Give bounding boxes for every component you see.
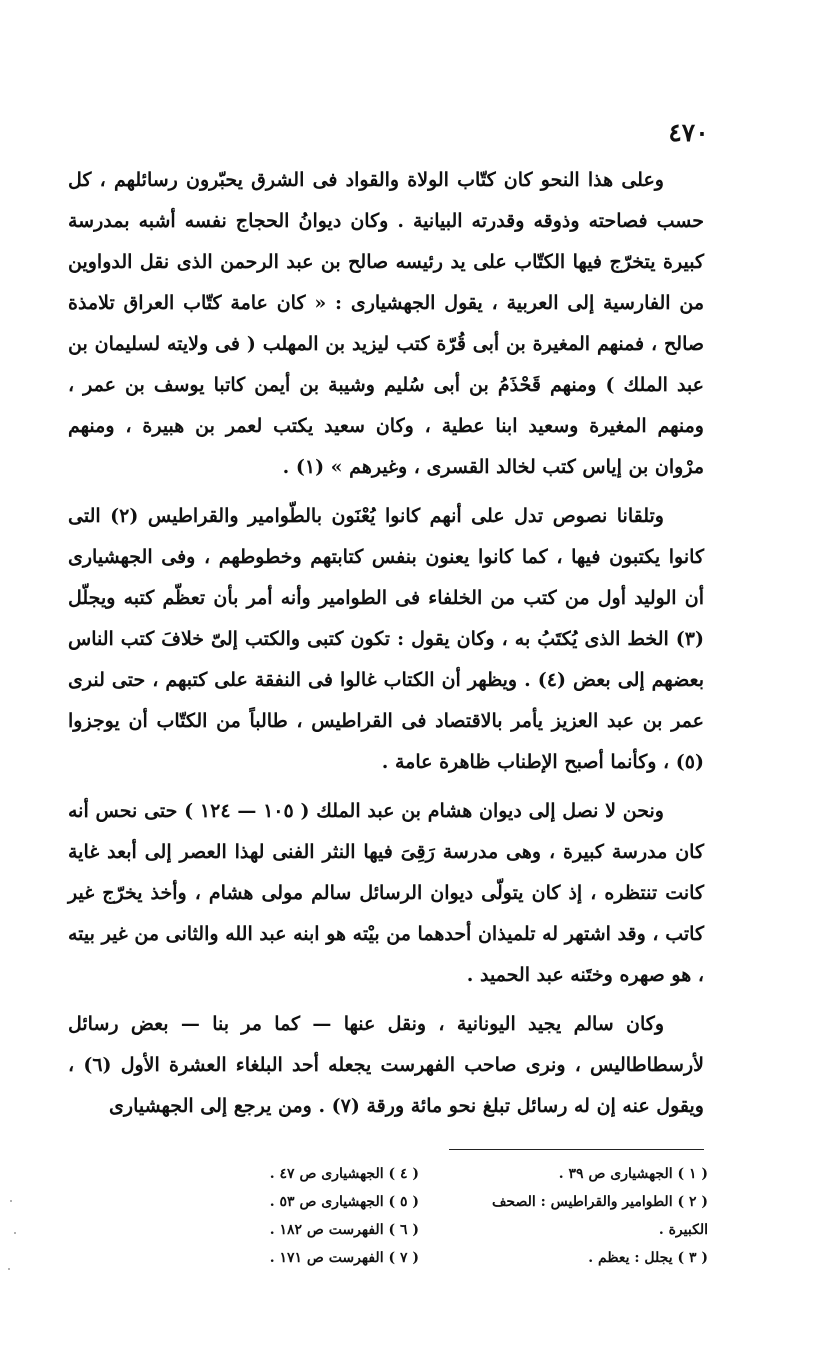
scan-speck — [8, 1268, 10, 1270]
main-text — [68, 160, 704, 1127]
paragraph: وكان سالم يجيد اليونانية ، ونقل عنها — كما مر بنا — بعض رسائل لأرسطاطاليس ، ونرى صاحب الفهرست يجعله أحد البلغاء العشرة الأول (٦) ، ويقول عنه إن له رسائل تبلغ نحو مائة ورقة (٧) . ومن يرجع إلى الجهشيارى — [68, 1013, 704, 1117]
footnotes — [130, 1160, 708, 1272]
scan-speck — [14, 1232, 16, 1234]
footnote-column-left — [130, 1160, 419, 1272]
footnote: ( ١ ) الجهشيارى ص ٣٩ . — [558, 1166, 708, 1182]
footnote: ( ٤ ) الجهشيارى ص ٤٧ . — [269, 1166, 419, 1182]
footnote: ( ٧ ) الفهرست ص ١٧١ . — [269, 1250, 419, 1266]
footnote: ( ٦ ) الفهرست ص ١٨٢ . — [269, 1222, 419, 1238]
paragraph: ونحن لا نصل إلى ديوان هشام بن عبد الملك ( ١٠٥ — ١٢٤ ) حتى نحس أنه كان مدرسة كبيرة ، وهى مدرسة رَقِىَ فيها النثر الفنى لهذا العصر إلى أبعد غاية كانت تنتظره ، إذ كان يتولّى ديوان الرسائل سالم مولى هشام ، وأخذ يخرّج غير كاتب ، وقد اشتهر له تلميذان أحدهما من بيْته هو ابنه عبد الله والثانى من غير بيته ، هو صهره وختَنه عبد الحميد . — [68, 800, 704, 986]
page-number: ٤٧٠ — [668, 118, 709, 147]
footnote: ( ٥ ) الجهشيارى ص ٥٣ . — [269, 1194, 419, 1210]
footnote: ( ٢ ) الطوامير والقراطيس : الصحف — [491, 1194, 708, 1210]
scan-specks — [0, 1180, 30, 1300]
footnote-column-right — [419, 1160, 708, 1272]
footnote-columns — [130, 1160, 708, 1272]
footnote: الكبيرة . — [658, 1222, 708, 1238]
footnote-separator — [449, 1149, 704, 1150]
paragraph: وعلى هذا النحو كان كتّاب الولاة والقواد فى الشرق يحبّرون رسائلهم ، كل حسب فصاحته وذوقه وقدرته البيانية . وكان ديوانُ الحجاج نفسه أشبه بمدرسة كبيرة يتخرّج فيها الكتّاب على يد رئيسه صالح بن عبد الرحمن الذى نقل الدواوين من الفارسية إلى العربية ، يقول الجهشيارى : « كان عامة كتّاب العراق تلامذة صالح ، فمنهم المغيرة بن أبى قُرّة كتب ليزيد بن المهلب ( فى ولايته لسليمان بن عبد الملك ) ومنهم قَحْذَمُ بن أبى سُليم وشيبة بن أيمن كاتبا يوسف بن عمر ، ومنهم المغيرة وسعيد ابنا عطية ، وكان سعيد يكتب لعمر بن هبيرة ، ومنهم مرْوان بن إياس كتب لخالد القسرى ، وغيرهم » (١) . — [68, 169, 704, 478]
footnote: ( ٣ ) يجلل : يعظم . — [588, 1250, 708, 1266]
scan-speck — [10, 1200, 12, 1202]
paragraph: وتلقانا نصوص تدل على أنهم كانوا يُعْنَون بالطّوامير والقراطيس (٢) التى كانوا يكتبون فيها ، كما كانوا يعنون بنفس كتابتهم وخطوطهم ، وفى الجهشيارى أن الوليد أول من كتب من الخلفاء فى الطوامير وأنه أمر بأن تعظّم كتبه ويجلّل (٣) الخط الذى يُكتَبُ به ، وكان يقول : تكون كتبى والكتب إلىّ خلافَ كتب الناس بعضهم إلى بعض (٤) . ويظهر أن الكتاب غالوا فى النفقة على كتبهم ، حتى لنرى عمر بن عبد العزيز يأمر بالاقتصاد فى القراطيس ، طالباً من الكتّاب أن يوجزوا (٥) ، وكأنما أصبح الإطناب ظاهرة عامة . — [68, 505, 704, 773]
